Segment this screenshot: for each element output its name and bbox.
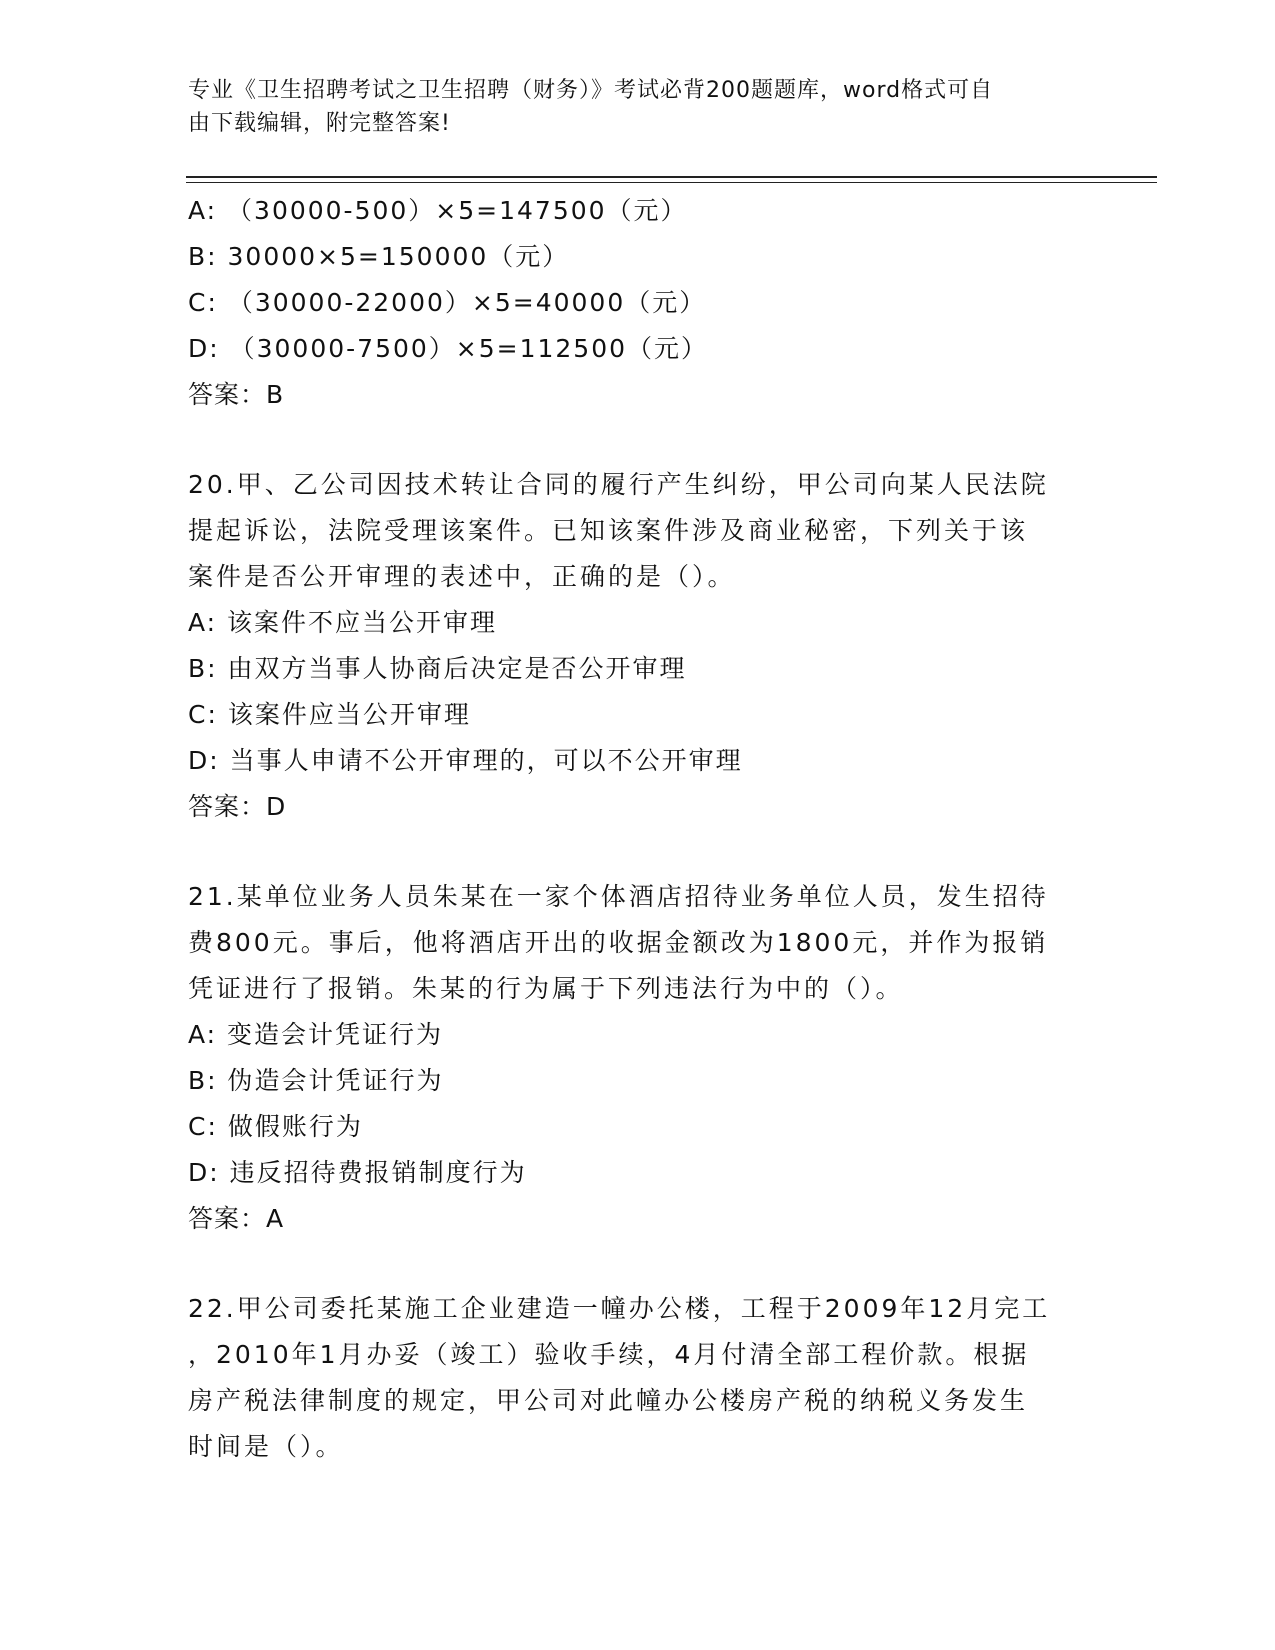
question-stem <box>188 874 1088 1012</box>
question-21 <box>188 874 1088 1242</box>
spacer <box>188 1242 1088 1286</box>
stem-line: 费800元。事后，他将酒店开出的收据金额改为1800元，并作为报销 <box>188 928 1049 957</box>
header-divider-thin <box>186 182 1157 183</box>
spacer <box>188 418 1088 462</box>
stem-line: 22.甲公司委托某施工企业建造一幢办公楼，工程于2009年12月完工 <box>188 1294 1051 1323</box>
header-line-1: 专业《卫生招聘考试之卫生招聘（财务）》考试必背200题题库，word格式可自 <box>188 78 994 103</box>
stem-line: 时间是（）。 <box>188 1432 344 1461</box>
question-22 <box>188 1286 1088 1470</box>
stem-line: 20.甲、乙公司因技术转让合同的履行产生纠纷，甲公司向某人民法院 <box>188 470 1049 499</box>
answer-line: 答案：A <box>188 1204 285 1233</box>
spacer <box>188 830 1088 874</box>
header-line-2: 由下载编辑，附完整答案! <box>188 111 451 136</box>
header-divider-thick <box>186 176 1157 178</box>
option-b: B: 30000×5=150000（元） <box>188 242 570 271</box>
option-c: C: 该案件应当公开审理 <box>188 700 471 729</box>
stem-line: 房产税法律制度的规定，甲公司对此幢办公楼房产税的纳税义务发生 <box>188 1386 1029 1415</box>
option-d: D: （30000-7500）×5=112500（元） <box>188 334 709 363</box>
option-a: A: （30000-500）×5=147500（元） <box>188 196 688 225</box>
option-a: A: 变造会计凭证行为 <box>188 1020 444 1049</box>
option-d: D: 违反招待费报销制度行为 <box>188 1158 527 1187</box>
question-19-continued <box>188 188 1088 418</box>
question-stem <box>188 1286 1088 1470</box>
option-d: D: 当事人申请不公开审理的，可以不公开审理 <box>188 746 743 775</box>
option-b: B: 伪造会计凭证行为 <box>188 1066 444 1095</box>
option-a: A: 该案件不应当公开审理 <box>188 608 498 637</box>
answer-line: 答案：B <box>188 380 285 409</box>
option-b: B: 由双方当事人协商后决定是否公开审理 <box>188 654 687 683</box>
answer-line: 答案：D <box>188 792 287 821</box>
option-c: C: 做假账行为 <box>188 1112 363 1141</box>
question-stem <box>188 462 1088 600</box>
question-20 <box>188 462 1088 830</box>
stem-line: ，2010年1月办妥（竣工）验收手续，4月付清全部工程价款。根据 <box>188 1340 1030 1369</box>
document-header <box>188 74 1088 140</box>
stem-line: 21.某单位业务人员朱某在一家个体酒店招待业务单位人员，发生招待 <box>188 882 1049 911</box>
stem-line: 凭证进行了报销。朱某的行为属于下列违法行为中的（）。 <box>188 974 904 1003</box>
stem-line: 案件是否公开审理的表述中，正确的是（）。 <box>188 562 736 591</box>
document-body <box>188 188 1088 1470</box>
option-c: C: （30000-22000）×5=40000（元） <box>188 288 707 317</box>
stem-line: 提起诉讼，法院受理该案件。已知该案件涉及商业秘密，下列关于该 <box>188 516 1029 545</box>
